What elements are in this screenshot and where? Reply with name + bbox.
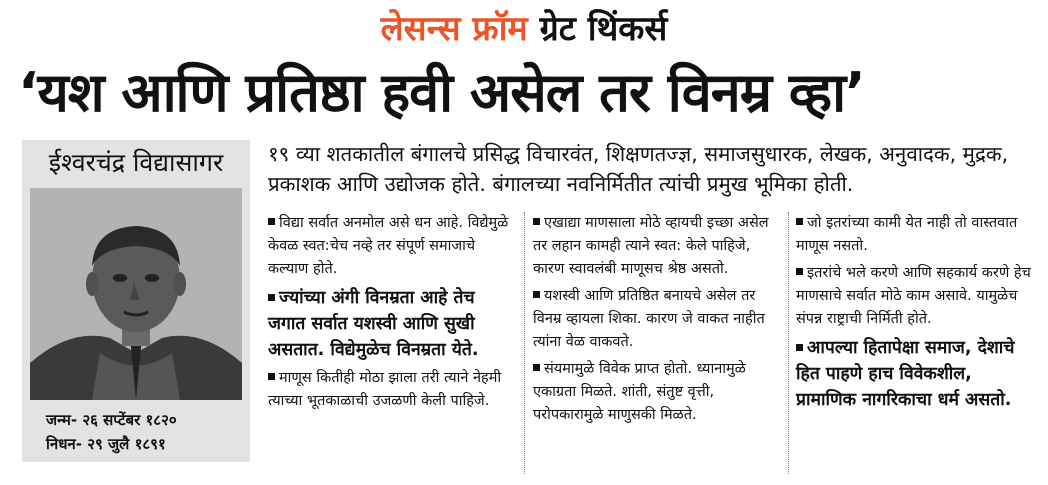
birth-label: जन्म- (46, 411, 78, 429)
profile-dates (46, 408, 246, 456)
section-kicker (0, 8, 1048, 50)
kicker-part-2: ग्रेट थिंकर्स (539, 9, 668, 49)
quote-item-highlight: आपल्या हितापेक्षा समाज, देशाचे हित पाहणे हाच विवेकशील, प्रामाणिक नागरिकाचा धर्म असतो. (796, 338, 1015, 410)
profile-name: ईश्वरचंद्र विद्यासागर (48, 148, 224, 177)
quote-item: संयमामुळे विवेक प्राप्त होतो. ध्यानामुळे एकाग्रता मिळते. शांती, संतुष्ट वृत्ती, परोपकारामुळे माणुसकी मिळते. (533, 361, 746, 423)
death-date: २९ जुलै १८९१ (87, 435, 166, 453)
quote-column-3 (796, 212, 1036, 417)
quote-item: इतरांचे भले करणे आणि सहकार्य करणे हेच माणसाचे सर्वात मोठे काम असावे. यामुळेच संपन्न राष्ट्राची निर्मिती होते. (796, 265, 1031, 327)
portrait-photo (30, 188, 242, 400)
quote-column-2 (533, 212, 783, 431)
quote-column-1 (268, 212, 518, 417)
quote-item: यशस्वी आणि प्रतिष्ठित बनायचे असेल तर विनम्र व्हायला शिका. कारण जे वाकत नाहीत त्यांना वेळ वाकवते. (533, 288, 765, 350)
quote-item: जो इतरांच्या कामी येत नाही तो वास्तवात माणूस नसतो. (796, 215, 1018, 254)
profile-box (22, 140, 250, 462)
column-divider (524, 212, 525, 474)
kicker-part-1: लेसन्स फ्रॉम (380, 9, 528, 49)
intro-paragraph: १९ व्या शतकातील बंगालचे प्रसिद्ध विचारवंत, शिक्षणतज्ज्ञ, समाजसुधारक, लेखक, अनुवादक, मुद्रक, प्रकाशक आणि उद्योजक होते. बंगालच्या नवनिर्मितीत त्यांची प्रमुख भूमिका होती. (268, 142, 1009, 196)
headline: ‘यश आणि प्रतिष्ठा हवी असेल तर विनम्र व्हा’ (18, 61, 865, 124)
quote-item-highlight: ज्यांच्या अंगी विनम्रता आहे तेच जगात सर्वात यशस्वी आणि सुखी असतात. विद्येमुळेच विनम्रता येते. (268, 288, 479, 360)
quote-item: एखाद्या माणसाला मोठे व्हायची इच्छा असेल तर लहान कामही त्याने स्वत: केले पाहिजे, कारण स्वावलंबी माणूसच श्रेष्ठ असतो. (533, 215, 769, 277)
birth-date: २६ सप्टेंबर १८२० (82, 411, 177, 429)
birth-line (46, 408, 246, 432)
column-divider (788, 212, 789, 474)
quote-item: माणूस कितीही मोठा झाला तरी त्याने नेहमी त्याच्या भूतकाळाची उजळणी केली पाहिजे. (268, 370, 502, 409)
death-line (46, 432, 246, 456)
quote-item: विद्या सर्वात अनमोल असे धन आहे. विद्येमुळे केवळ स्वत:चेच नव्हे तर संपूर्ण समाजाचे कल्याण होते. (268, 215, 509, 277)
death-label: निधन- (46, 435, 82, 453)
